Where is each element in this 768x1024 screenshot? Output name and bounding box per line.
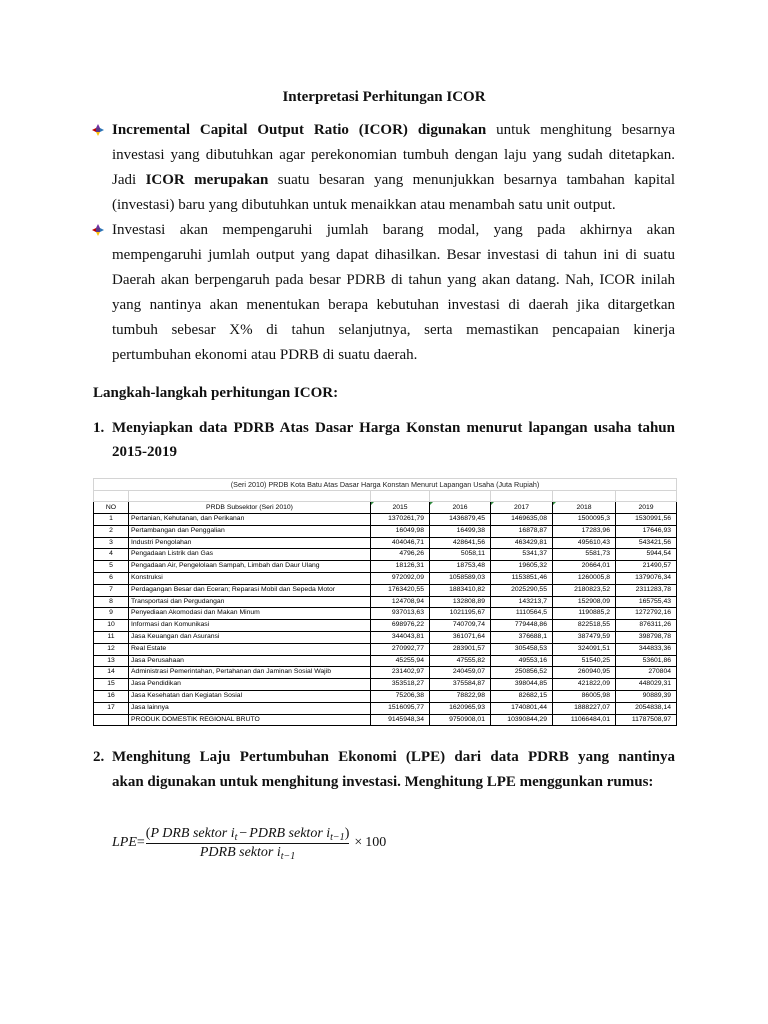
value-cell: 45255,94 — [371, 655, 430, 667]
value-cell: 16499,38 — [430, 525, 491, 537]
step-number: 1. — [93, 420, 105, 436]
formula-lhs: LPE — [112, 835, 137, 850]
value-cell: 972092,09 — [371, 572, 430, 584]
row-number-cell: 17 — [94, 702, 129, 714]
table-row — [94, 702, 677, 714]
value-cell: 17283,96 — [553, 525, 616, 537]
sector-name-cell: Perdagangan Besar dan Eceran; Reparasi Mobil dan Sepeda Motor — [129, 584, 371, 596]
text: untuk menghitung besarnya — [496, 122, 676, 138]
value-cell: 779448,86 — [491, 620, 553, 632]
value-cell: 1370261,79 — [371, 514, 430, 526]
value-cell: 86005,98 — [553, 690, 616, 702]
value-cell: 398044,85 — [491, 679, 553, 691]
value-cell: 1740801,44 — [491, 702, 553, 714]
value-cell: 1516095,77 — [371, 702, 430, 714]
value-cell: 2025290,55 — [491, 584, 553, 596]
value-cell: 1021195,67 — [430, 608, 491, 620]
sector-name-cell: Jasa Pendidikan — [129, 679, 371, 691]
value-cell: 18753,48 — [430, 561, 491, 573]
step-text — [112, 416, 675, 464]
value-cell: 5341,37 — [491, 549, 553, 561]
table-row — [94, 690, 677, 702]
value-cell: 4796,26 — [371, 549, 430, 561]
close-paren: ) — [344, 825, 350, 841]
value-cell: 16049,98 — [371, 525, 430, 537]
subscript: t — [234, 831, 238, 843]
column-header-2019: 2019 — [616, 502, 677, 514]
paragraph-line — [112, 168, 675, 193]
total-value-cell: 10390844,29 — [491, 714, 553, 726]
table-row — [94, 549, 677, 561]
value-cell: 270992,77 — [371, 643, 430, 655]
value-cell: 421822,09 — [553, 679, 616, 691]
value-cell: 165755,43 — [616, 596, 677, 608]
value-cell: 2180823,52 — [553, 584, 616, 596]
value-cell: 82682,15 — [491, 690, 553, 702]
value-cell: 90889,39 — [616, 690, 677, 702]
value-cell: 283901,57 — [430, 643, 491, 655]
value-cell: 404046,71 — [371, 537, 430, 549]
value-cell: 78822,98 — [430, 690, 491, 702]
row-number-cell: 2 — [94, 525, 129, 537]
value-cell: 305458,53 — [491, 643, 553, 655]
value-cell: 1260005,8 — [553, 572, 616, 584]
step-text — [112, 745, 675, 795]
value-cell: 876311,26 — [616, 620, 677, 632]
empty-cell — [129, 491, 371, 502]
table-row — [94, 584, 677, 596]
row-number-cell: 10 — [94, 620, 129, 632]
row-number-cell: 7 — [94, 584, 129, 596]
four-way-arrow-icon — [92, 124, 104, 136]
minus-sign: − — [239, 825, 248, 841]
value-cell: 17646,93 — [616, 525, 677, 537]
value-cell: 1272792,16 — [616, 608, 677, 620]
column-header-no: NO — [94, 502, 129, 514]
table-row — [94, 596, 677, 608]
table-row — [94, 679, 677, 691]
value-cell: 1436879,45 — [430, 514, 491, 526]
value-cell: 698976,22 — [371, 620, 430, 632]
table-row — [94, 514, 677, 526]
value-cell: 20664,01 — [553, 561, 616, 573]
table-row — [94, 572, 677, 584]
sector-name-cell: Pengadaan Air, Pengelolaan Sampah, Limbah dan Daur Ulang — [129, 561, 371, 573]
formula-numerator — [146, 825, 350, 843]
sector-name-cell: Industri Pengolahan — [129, 537, 371, 549]
value-cell: 1469635,08 — [491, 514, 553, 526]
column-header-2018: 2018 — [553, 502, 616, 514]
value-cell: 1888227,07 — [553, 702, 616, 714]
four-way-arrow-icon — [92, 224, 104, 236]
pdrb-table — [93, 478, 677, 726]
row-number-cell: 1 — [94, 514, 129, 526]
sector-name-cell: Administrasi Pemerintahan, Pertahanan dan Jaminan Sosial Wajib — [129, 667, 371, 679]
table-title: (Seri 2010) PRDB Kota Batu Atas Dasar Harga Konstan Menurut Lapangan Usaha (Juta Rupiah) — [94, 479, 677, 491]
step-line: Menghitung Laju Pertumbuhan Ekonomi (LPE) dari data PDRB yang nantinya — [112, 749, 675, 765]
step-line: Menyiapkan data PDRB Atas Dasar Harga Konstan menurut lapangan usaha tahun — [112, 420, 675, 436]
value-cell: 376688,1 — [491, 631, 553, 643]
table-row — [94, 667, 677, 679]
formula-fraction — [146, 825, 350, 862]
row-number-cell: 3 — [94, 537, 129, 549]
steps-heading: Langkah-langkah perhitungan ICOR: — [93, 385, 339, 401]
paragraph-line: mempengaruhi jumlah output yang dapat dihasilkan. Besar investasi di tahun ini di suatu — [112, 247, 675, 263]
value-cell: 231402,97 — [371, 667, 430, 679]
value-cell: 1379076,34 — [616, 572, 677, 584]
total-value-cell: 11787508,97 — [616, 714, 677, 726]
empty-cell — [616, 491, 677, 502]
sector-name-cell: Jasa Keuangan dan Asuransi — [129, 631, 371, 643]
text: suatu besaran yang menunjukkan besarnya tambahan kapital — [277, 172, 676, 188]
column-header-2017: 2017 — [491, 502, 553, 514]
row-number-cell: 5 — [94, 561, 129, 573]
value-cell: 448029,31 — [616, 679, 677, 691]
value-cell: 324091,51 — [553, 643, 616, 655]
value-cell: 1190885,2 — [553, 608, 616, 620]
paragraph-line: investasi yang dibutuhkan agar perekonomian tumbuh dengan laju yang sudah ditetapkan. — [112, 147, 675, 163]
formula-denominator — [200, 844, 295, 862]
empty-cell — [94, 714, 129, 726]
total-value-cell: 11066484,01 — [553, 714, 616, 726]
value-cell: 1110564,5 — [491, 608, 553, 620]
bullet-paragraph-icor-definition — [112, 118, 675, 218]
value-cell: 1883410,82 — [430, 584, 491, 596]
value-cell: 1763420,55 — [371, 584, 430, 596]
table-total-row — [94, 714, 677, 726]
row-number-cell: 13 — [94, 655, 129, 667]
row-number-cell: 9 — [94, 608, 129, 620]
step-line: 2015-2019 — [112, 444, 177, 460]
value-cell: 344043,81 — [371, 631, 430, 643]
value-cell: 16878,87 — [491, 525, 553, 537]
empty-cell — [491, 491, 553, 502]
row-number-cell: 6 — [94, 572, 129, 584]
bold-text: ICOR merupakan — [145, 172, 269, 188]
denominator-term: PDRB sektor i — [199, 844, 281, 860]
value-cell: 152908,09 — [553, 596, 616, 608]
value-cell: 5944,54 — [616, 549, 677, 561]
paragraph-line: Investasi akan mempengaruhi jumlah barang modal, yang pada akhirnya akan — [112, 222, 675, 238]
sector-name-cell: Informasi dan Komunikasi — [129, 620, 371, 632]
page-title: Interpretasi Perhitungan ICOR — [282, 89, 486, 105]
total-value-cell: 9145948,34 — [371, 714, 430, 726]
value-cell: 124708,94 — [371, 596, 430, 608]
sector-name-cell: Jasa Kesehatan dan Kegiatan Sosial — [129, 690, 371, 702]
value-cell: 428641,56 — [430, 537, 491, 549]
sector-name-cell: Pertambangan dan Penggalian — [129, 525, 371, 537]
subscript: t−1 — [280, 850, 296, 862]
value-cell: 1530991,56 — [616, 514, 677, 526]
total-label-cell: PRODUK DOMESTIK REGIONAL BRUTO — [129, 714, 371, 726]
text: Jadi — [112, 172, 137, 188]
empty-cell — [371, 491, 430, 502]
value-cell: 240459,07 — [430, 667, 491, 679]
value-cell: 1620965,93 — [430, 702, 491, 714]
total-value-cell: 9750908,01 — [430, 714, 491, 726]
lpe-formula — [112, 822, 386, 864]
multiply-sign: × — [354, 835, 363, 850]
table-title-row — [94, 479, 677, 491]
value-cell: 2311283,78 — [616, 584, 677, 596]
column-header-2015: 2015 — [371, 502, 430, 514]
paragraph-line: Daerah akan berpengaruh pada besar PDRB di tahun yang akan datang. Nah, ICOR inilah — [112, 272, 675, 288]
table-row — [94, 608, 677, 620]
table-row — [94, 631, 677, 643]
value-cell: 21490,57 — [616, 561, 677, 573]
value-cell: 387479,59 — [553, 631, 616, 643]
paragraph-line: yang nantinya akan menentukan berapa kebutuhan investasi di daerah jika ditargetkan — [112, 297, 675, 313]
table-row — [94, 655, 677, 667]
sector-name-cell: Pertanian, Kehutanan, dan Perikanan — [129, 514, 371, 526]
pdrb-table-container — [93, 478, 676, 726]
table-row — [94, 643, 677, 655]
value-cell: 822518,55 — [553, 620, 616, 632]
value-cell: 19605,32 — [491, 561, 553, 573]
formula-factor: 100 — [365, 835, 387, 850]
paragraph-line: (investasi) baru yang dibutuhkan untuk menaikkan atau menambah satu unit output. — [112, 197, 616, 213]
bold-text: Incremental Capital Output Ratio (ICOR) digunakan — [112, 122, 487, 138]
numerator-term-b: PDRB sektor i — [249, 825, 331, 841]
value-cell: 47555,82 — [430, 655, 491, 667]
table-row — [94, 620, 677, 632]
sector-name-cell: Konstruksi — [129, 572, 371, 584]
row-number-cell: 12 — [94, 643, 129, 655]
subscript: t−1 — [330, 831, 345, 843]
value-cell: 1500095,3 — [553, 514, 616, 526]
value-cell: 2054838,14 — [616, 702, 677, 714]
table-row — [94, 525, 677, 537]
paragraph-line — [112, 118, 675, 143]
paragraph-line: tumbuh sebesar X% di tahun selanjutnya, serta memastikan pencapaian kinerja — [112, 322, 675, 338]
table-row — [94, 561, 677, 573]
value-cell: 375584,87 — [430, 679, 491, 691]
value-cell: 53601,86 — [616, 655, 677, 667]
value-cell: 270804 — [616, 667, 677, 679]
empty-cell — [94, 491, 129, 502]
row-number-cell: 4 — [94, 549, 129, 561]
table-row — [94, 537, 677, 549]
row-number-cell: 14 — [94, 667, 129, 679]
row-number-cell: 15 — [94, 679, 129, 691]
value-cell: 5581,73 — [553, 549, 616, 561]
value-cell: 353518,27 — [371, 679, 430, 691]
sector-name-cell: Transportasi dan Pergudangan — [129, 596, 371, 608]
value-cell: 495610,43 — [553, 537, 616, 549]
table-blank-row — [94, 491, 677, 502]
sector-name-cell: Jasa Perusahaan — [129, 655, 371, 667]
value-cell: 51540,25 — [553, 655, 616, 667]
value-cell: 260940,95 — [553, 667, 616, 679]
bullet-paragraph-investment — [112, 218, 675, 368]
value-cell: 463429,81 — [491, 537, 553, 549]
open-paren: ( — [145, 825, 151, 841]
value-cell: 398798,78 — [616, 631, 677, 643]
step-line: akan digunakan untuk menghitung investasi. Menghitung LPE menggunkan rumus: — [112, 774, 654, 790]
value-cell: 1058589,03 — [430, 572, 491, 584]
column-header-2016: 2016 — [430, 502, 491, 514]
sector-name-cell: Penyediaan Akomodasi dan Makan Minum — [129, 608, 371, 620]
value-cell: 18126,31 — [371, 561, 430, 573]
formula-equals: = — [136, 835, 145, 850]
empty-cell — [553, 491, 616, 502]
paragraph-line: pertumbuhan ekonomi atau PDRB di suatu daerah. — [112, 347, 418, 363]
value-cell: 5058,11 — [430, 549, 491, 561]
value-cell: 937013,63 — [371, 608, 430, 620]
value-cell: 75206,38 — [371, 690, 430, 702]
column-header-subsector: PRDB Subsektor (Seri 2010) — [129, 502, 371, 514]
row-number-cell: 8 — [94, 596, 129, 608]
sector-name-cell: Pengadaan Listrik dan Gas — [129, 549, 371, 561]
row-number-cell: 16 — [94, 690, 129, 702]
row-number-cell: 11 — [94, 631, 129, 643]
value-cell: 1153851,46 — [491, 572, 553, 584]
empty-cell — [430, 491, 491, 502]
value-cell: 132808,89 — [430, 596, 491, 608]
value-cell: 344833,36 — [616, 643, 677, 655]
value-cell: 740709,74 — [430, 620, 491, 632]
value-cell: 361071,64 — [430, 631, 491, 643]
numerator-term-a: P DRB sektor i — [150, 825, 235, 841]
sector-name-cell: Jasa lainnya — [129, 702, 371, 714]
value-cell: 143213,7 — [491, 596, 553, 608]
value-cell: 49553,16 — [491, 655, 553, 667]
table-header-row — [94, 502, 677, 514]
step-number: 2. — [93, 749, 105, 765]
value-cell: 543421,56 — [616, 537, 677, 549]
value-cell: 250856,52 — [491, 667, 553, 679]
sector-name-cell: Real Estate — [129, 643, 371, 655]
